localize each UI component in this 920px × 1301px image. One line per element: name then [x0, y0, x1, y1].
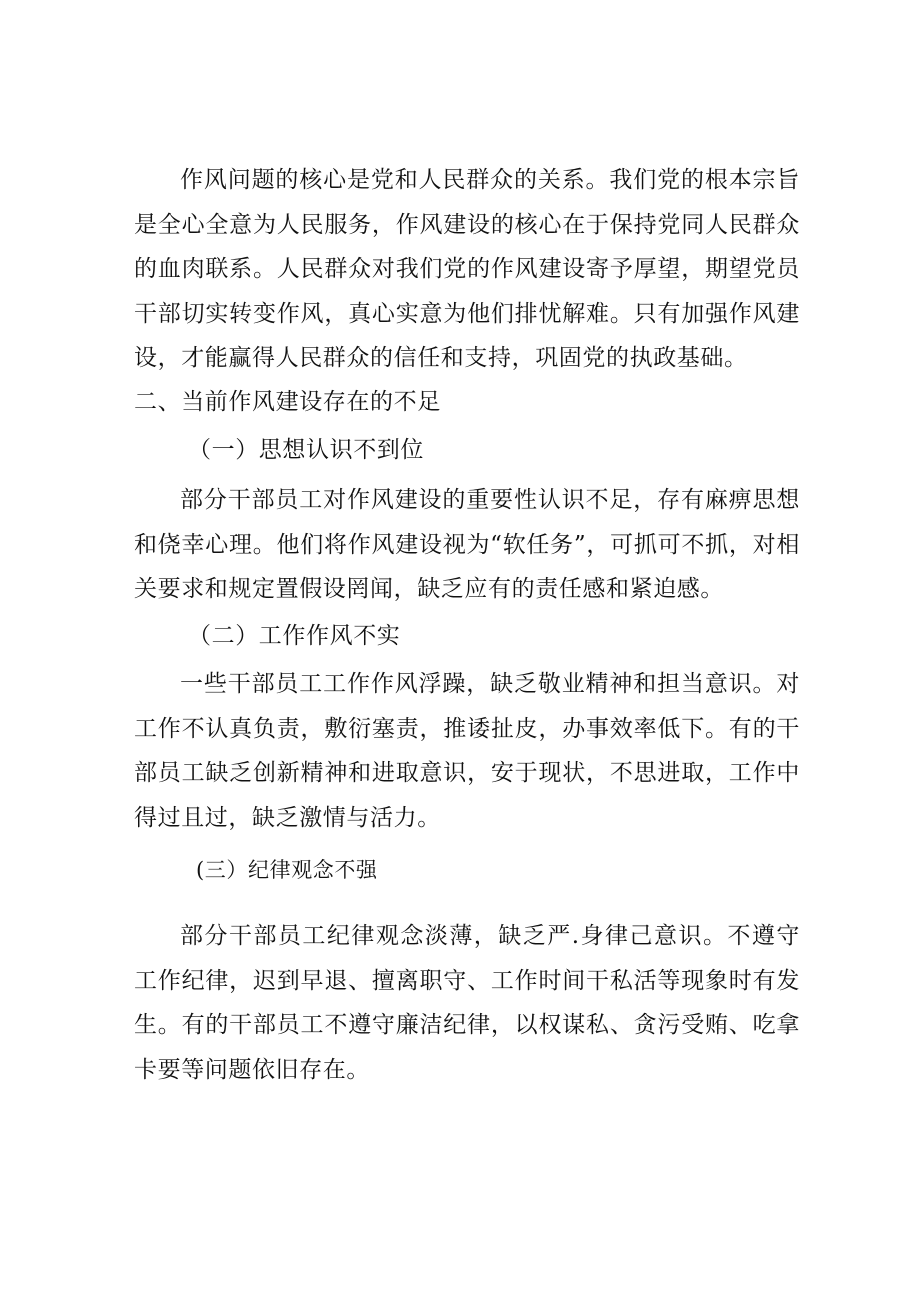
paragraph-work-style: 一些干部员工工作作风浮躁，缺乏敬业精神和担当意识。对工作不认真负责，敷衍塞责，推诿扯皮，办事效率低下。有的干部员工缺乏创新精神和进取意识，安于现状，不思进取，工作中得过且过，缺乏激情与活力。	[134, 671, 800, 831]
subheading-work-style: （二）工作作风不实	[188, 623, 401, 649]
paragraph-ideological-awareness: 部分干部员工对作风建设的重要性认识不足，存有麻痹思想和侥幸心理。他们将作风建设视为“软任务”，可抓可不抓，对相关要求和规定置假设罔闻，缺乏应有的责任感和紧迫感。	[134, 487, 800, 602]
section-heading-shortcomings: 二、当前作风建设存在的不足	[134, 389, 441, 415]
paragraph-party-relationship: 作风问题的核心是党和人民群众的关系。我们党的根本宗旨是全心全意为人民服务，作风建设的核心在于保持党同人民群众的血肉联系。人民群众对我们党的作风建设寄予厚望，期望党员干部切实转变作风，真心实意为他们排忧解难。只有加强作风建设，才能赢得人民群众的信任和支持，巩固党的执政基础。	[134, 167, 800, 371]
paragraph-discipline: 部分干部员工纪律观念淡薄，缺乏严.身律己意识。不遵守工作纪律，迟到早退、擅离职守、工作时间干私活等现象时有发生。有的干部员工不遵守廉洁纪律，以权谋私、贪污受贿、吃拿卡要等问题依旧存在。	[134, 923, 800, 1083]
subheading-ideological-awareness: （一）思想认识不到位	[188, 437, 424, 463]
subheading-discipline: (三）纪律观念不强	[196, 858, 378, 882]
